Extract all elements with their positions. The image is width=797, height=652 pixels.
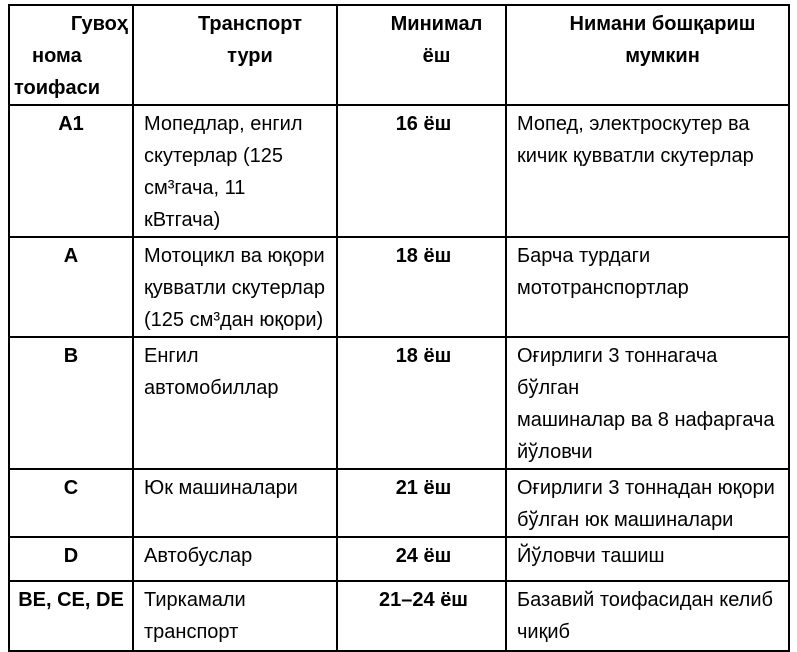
table-row-a xyxy=(9,237,789,337)
category-cell: A xyxy=(9,237,133,337)
age-cell: 21–24 ёш xyxy=(337,581,506,651)
age-cell: 16 ёш xyxy=(337,105,506,237)
allowed-cell: Мопед, электроскутер ва кичик қувватли скутерлар xyxy=(506,105,789,237)
header-what-can-drive: Нимани бошқариш мумкин xyxy=(506,5,789,105)
allowed-cell: Барча турдаги мототранспортлар xyxy=(506,237,789,337)
transport-cell: Мотоцикл ва юқори қувватли скутерлар (125 см³дан юқори) xyxy=(133,237,337,337)
category-cell: BE, CE, DE xyxy=(9,581,133,651)
category-cell: B xyxy=(9,337,133,469)
document-page xyxy=(8,4,790,652)
age-cell: 21 ёш xyxy=(337,469,506,537)
table-row-b xyxy=(9,337,789,469)
table-row-c xyxy=(9,469,789,537)
header-transport-type: Транспорт тури xyxy=(133,5,337,105)
category-cell: C xyxy=(9,469,133,537)
allowed-cell: Базавий тоифасидан келиб чиқиб xyxy=(506,581,789,651)
transport-cell: Мопедлар, енгил скутерлар (125 см³гача, 11 кВтгача) xyxy=(133,105,337,237)
transport-cell: Юк машиналари xyxy=(133,469,337,537)
transport-cell: Тиркамали транспорт xyxy=(133,581,337,651)
age-cell: 18 ёш xyxy=(337,237,506,337)
transport-cell: Автобуслар xyxy=(133,537,337,581)
transport-cell: Енгил автомобиллар xyxy=(133,337,337,469)
table-row-a1 xyxy=(9,105,789,237)
table-row-d xyxy=(9,537,789,581)
category-cell: D xyxy=(9,537,133,581)
allowed-cell: Йўловчи ташиш xyxy=(506,537,789,581)
allowed-cell: Оғирлиги 3 тоннадан юқори бўлган юк машиналари xyxy=(506,469,789,537)
header-minimum-age: Минимал ёш xyxy=(337,5,506,105)
allowed-cell: Оғирлиги 3 тоннагача бўлган машиналар ва 8 нафаргача йўловчи xyxy=(506,337,789,469)
age-cell: 24 ёш xyxy=(337,537,506,581)
table-row-be-ce-de xyxy=(9,581,789,651)
license-categories-table xyxy=(8,4,790,652)
header-row xyxy=(9,5,789,105)
age-cell: 18 ёш xyxy=(337,337,506,469)
category-cell: A1 xyxy=(9,105,133,237)
header-license-category: Гувоҳ нома тоифаси xyxy=(9,5,133,105)
